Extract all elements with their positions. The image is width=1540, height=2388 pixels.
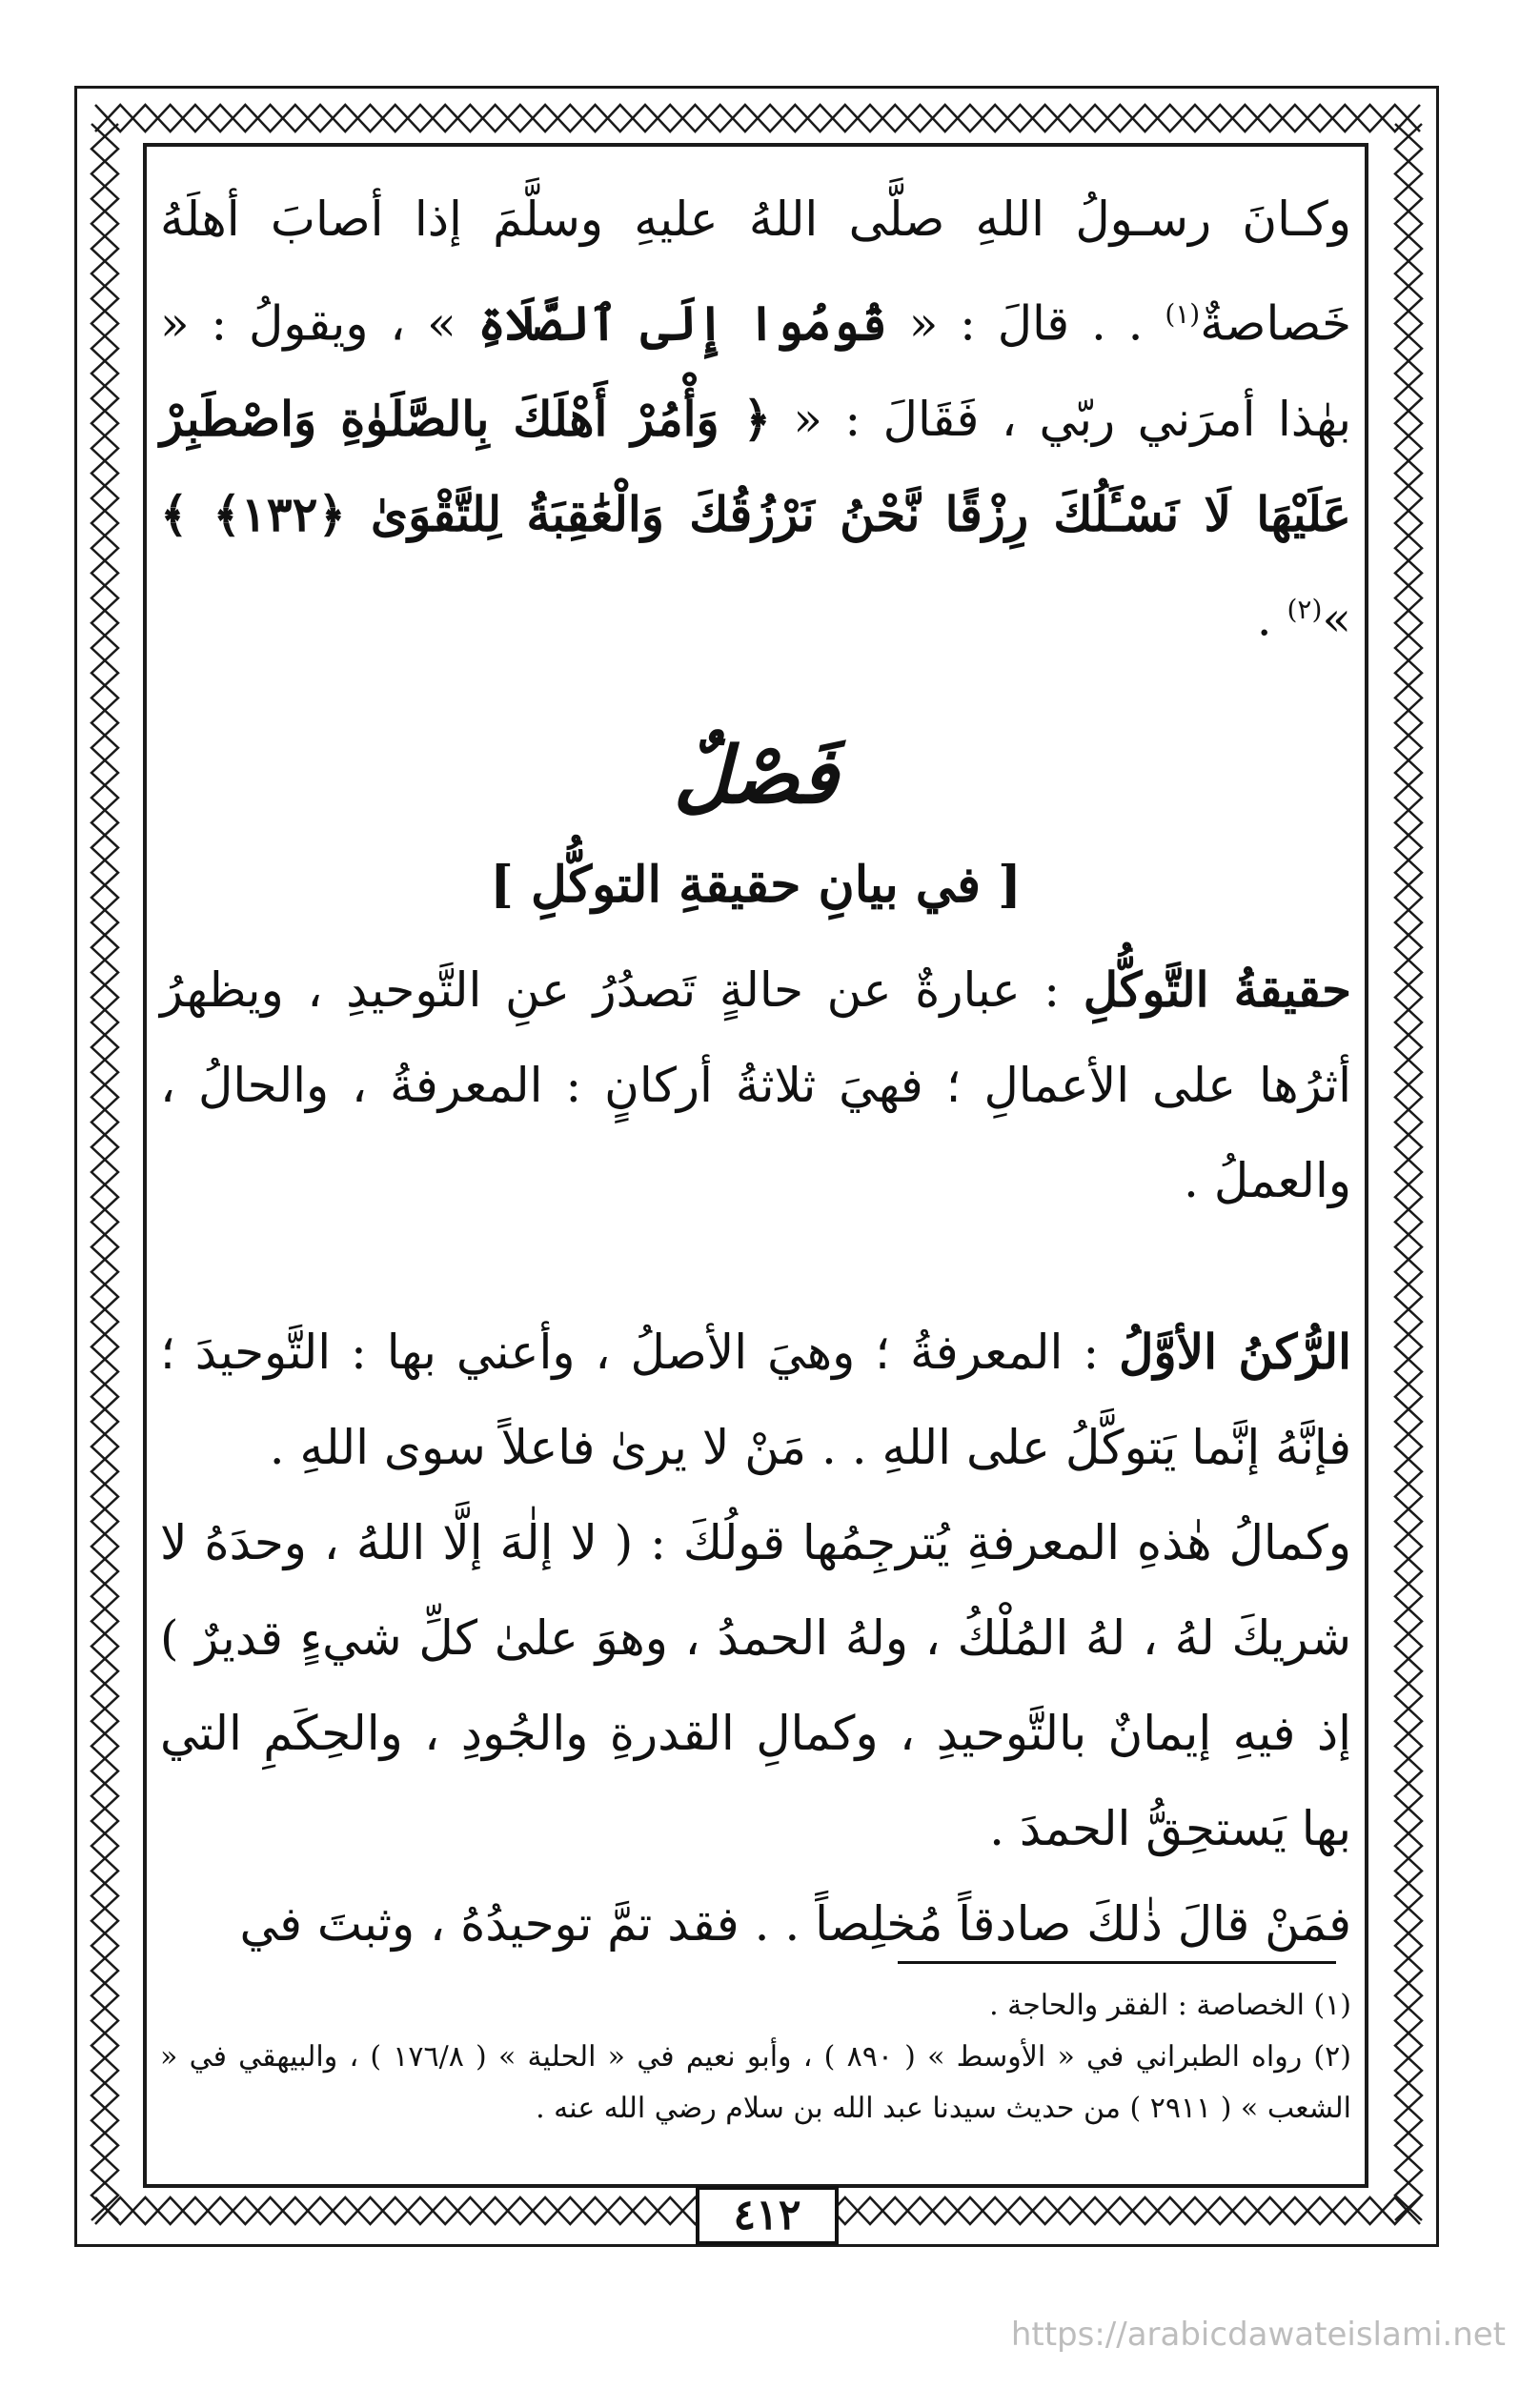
footnote-ref-1[interactable]: (١) xyxy=(1165,298,1201,330)
section-heading: [ في بيانِ حقيقةِ التوكُّلِ ] xyxy=(490,856,1022,915)
para3-text: : المعرفةُ ؛ وهيَ الأصلُ ، وأعني بها : التَّوحيدَ ؛ فإنَّهُ إنَّما يَتوكَّلُ على اللهِ . . مَنْ لا يرىٰ فاعلاً سوى اللهِ . xyxy=(160,1325,1351,1476)
section-ornament-title: فَصْلٌ xyxy=(673,730,839,822)
hadith-quote: قُومُوا إِلَى ٱلصَّلَاةِ xyxy=(477,294,887,352)
zigzag-segment xyxy=(91,124,118,2220)
zigzag-segment xyxy=(91,124,118,2220)
para1-text: وكـانَ رسـولُ اللهِ صلَّى اللهُ عليهِ وسلَّمَ إذا أصابَ أهلَهُ خَصاصةٌ xyxy=(160,192,1351,352)
para3-lead: الرُّكنُ الأوَّلُ xyxy=(1119,1324,1351,1381)
footnote-ref-2[interactable]: (٢) xyxy=(1287,593,1323,625)
para2-text: : عبارةٌ عن حالةٍ تَصدُرُ عنِ التَّوحيدِ ، ويظهرُ أثرُها على الأعمالِ ؛ فهيَ ثلاثةُ أركانٍ : المعرفةُ ، والحالُ ، والعملُ . xyxy=(160,962,1351,1209)
main-text xyxy=(160,172,1351,1982)
footnote-1: (١) الخصاصة : الفقر والحاجة . xyxy=(989,1989,1351,2022)
quran-verse: ﴿ وَأْمُرْ أَهْلَكَ بِالصَّلَوٰةِ وَاصْطَبِرْ عَلَيْهَا لَا نَسْـَٔلُكَ رِزْقًا نَّحْنُ نَرْزُقُكَ وَالْعَٰقِبَةُ لِلتَّقْوَىٰ ﴿١٣٢﴾ ﴾ xyxy=(160,390,1351,542)
paragraph-5: فمَنْ قالَ ذٰلكَ صادقاً مُخلِصاً . . فقد تمَّ توحيدُهُ ، وثبتَ في xyxy=(239,1896,1351,1953)
para1-cont: . . قالَ : « xyxy=(886,295,1165,352)
footnotes xyxy=(160,1980,1351,2135)
paragraph-4: وكمالُ هٰذهِ المعرفةِ يُترجِمُها قولُكَ : ( لا إلٰهَ إلَّا اللهُ ، وحدَهُ لا شريكَ لهُ ، لهُ المُلْكُ ، ولهُ الحمدُ ، وهوَ علىٰ كلِّ شيءٍ قديرٌ ) إذ فيهِ إيمانٌ بالتَّوحيدِ ، وكمالِ القدرةِ والجُودِ ، والحِكَمِ التي بها يَستحِقُّ الحمدَ . xyxy=(160,1515,1351,1857)
footnote-divider xyxy=(898,1961,1336,1964)
footnote-2: (٢) رواه الطبراني في « الأوسط » ( ٨٩٠ ) ، وأبو نعيم في « الحلية » ( ١٧٦/٨ ) ، والبيهقي في « الشعب » ( ٢٩١١ ) من حديث سيدنا عبد الله بن سلام رضي الله عنه . xyxy=(160,2040,1351,2125)
para2-lead: حقيقةُ التَّوكُّلِ xyxy=(1083,961,1351,1019)
para1-end2: . xyxy=(1256,591,1287,647)
para1-end: » xyxy=(1322,591,1351,647)
para1-cont2: » ، ويقولُ : « بهٰذا أمرَني ربّي ، فَقَالَ : « xyxy=(160,295,1351,447)
zigzag-segment xyxy=(95,105,1420,132)
watermark-url[interactable]: https://arabicdawateislami.net xyxy=(1010,2316,1506,2354)
zigzag-segment xyxy=(1395,124,1422,2220)
zigzag-segment xyxy=(1395,124,1422,2220)
paragraph-2 xyxy=(160,942,1351,1228)
paragraph-3 xyxy=(160,1305,1351,1495)
paragraph-1 xyxy=(160,172,1351,666)
page-number: ٤١٢ xyxy=(696,2186,839,2245)
